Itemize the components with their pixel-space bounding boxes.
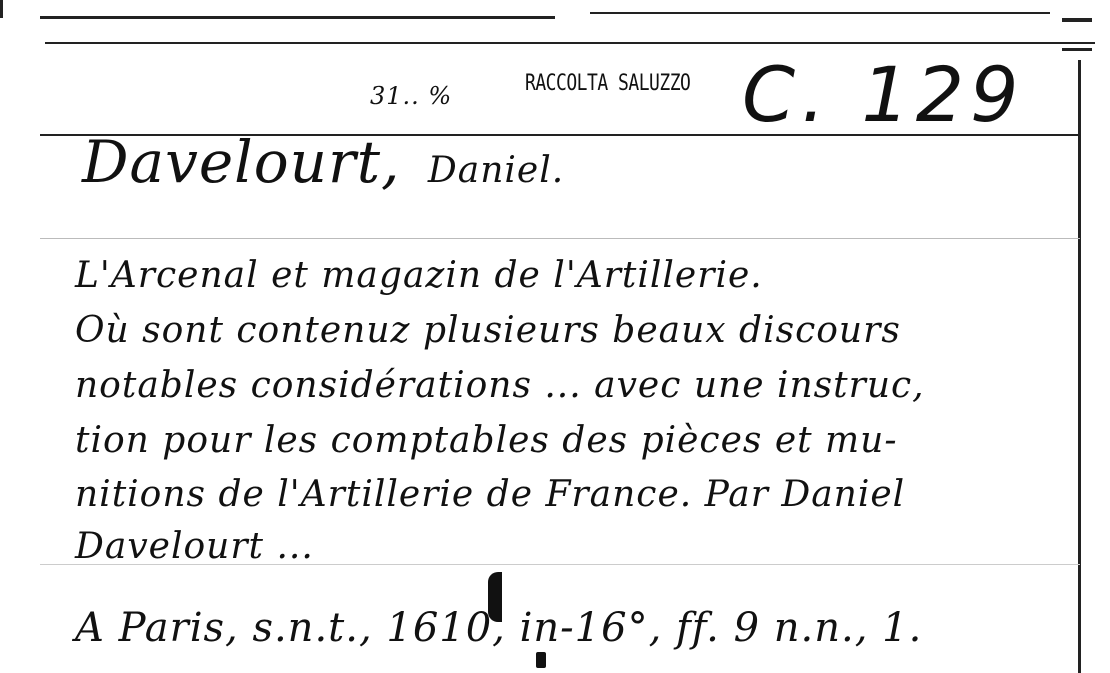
title-line-3: notables considérations ... avec une instruc, — [75, 365, 925, 406]
title-line-4: tion pour les comptables des pièces et mu- — [75, 420, 898, 461]
top-rule-upper-right — [590, 12, 1050, 14]
right-border — [1078, 60, 1081, 673]
top-rule-marker-2 — [1062, 48, 1092, 51]
pencil-note: 31.. % — [370, 82, 453, 110]
top-rule-marker — [1062, 18, 1092, 22]
title-line-2: Où sont contenuz plusieurs beaux discours — [75, 310, 901, 351]
title-line-6: Davelourt ... — [75, 526, 314, 567]
ink-dot — [536, 652, 546, 668]
shelfmark: C. 129 — [742, 50, 1025, 139]
top-rule-lower — [45, 42, 1095, 44]
top-rule-upper — [40, 16, 555, 19]
collection-stamp: RACCOLTA SALUZZO — [525, 70, 691, 97]
author-heading — [82, 128, 564, 196]
author-surname: Davelourt, — [82, 128, 401, 196]
author-given-name: Daniel. — [427, 150, 565, 191]
imprint-line: A Paris, s.n.t., 1610, in-16°, ff. 9 n.n., 1. — [75, 605, 923, 651]
title-line-1: L'Arcenal et magazin de l'Artillerie. — [75, 255, 763, 296]
title-line-5: nitions de l'Artillerie de France. Par Daniel — [75, 474, 906, 515]
left-edge-mark — [0, 0, 3, 18]
faint-rule-1 — [40, 238, 1080, 239]
